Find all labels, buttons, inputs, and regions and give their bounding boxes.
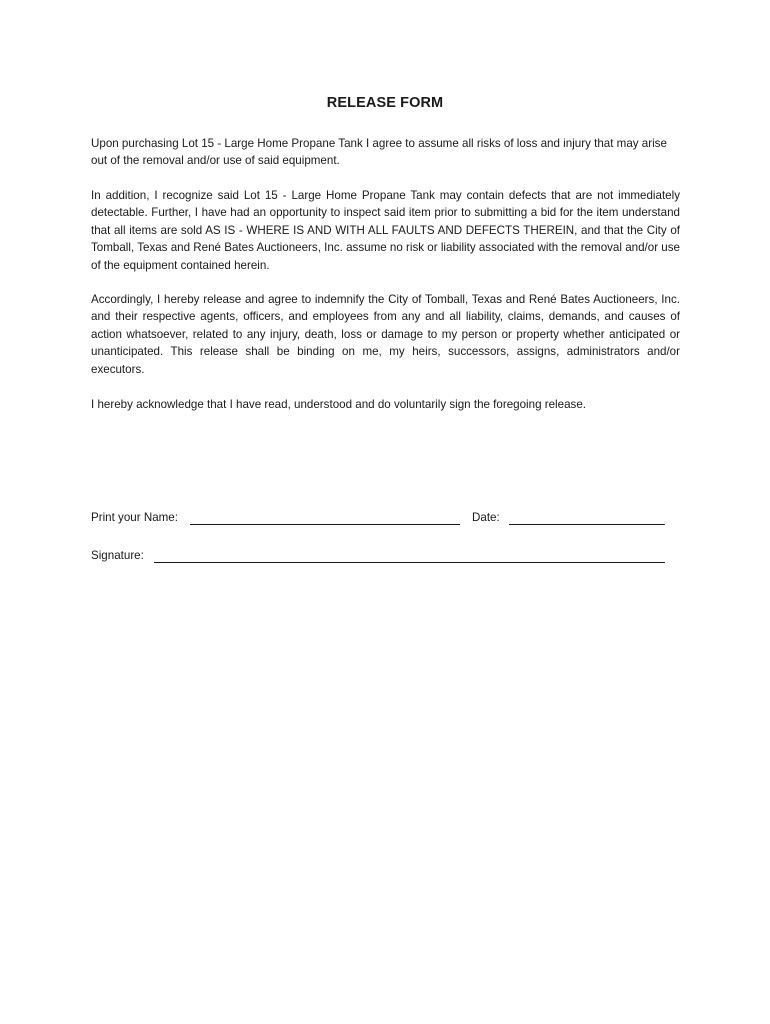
date-field[interactable] xyxy=(509,510,665,525)
paragraph-assumption-of-risk: Upon purchasing Lot 15 - Large Home Propane Tank I agree to assume all risks of loss and injury that may arise out of the removal and/or use of said equipment. xyxy=(91,137,667,168)
signature-label: Signature: xyxy=(91,549,144,562)
signature-field[interactable] xyxy=(154,548,665,563)
paragraph-release-indemnify: Accordingly, I hereby release and agree to indemnify the City of Tomball, Texas and René Bates Auctioneers, Inc. and their respective agents, officers, and employees from any and all liability, claims, demands, and causes of action whatsoever, related to any injury, death, loss or damage to my person or property whether anticipated or unanticipated. This release shall be binding on me, my heirs, successors, assigns, administrators and/or executors. xyxy=(91,293,680,376)
page-title: RELEASE FORM xyxy=(326,95,444,111)
print-name-field[interactable] xyxy=(190,510,460,525)
paragraph-defects-as-is: In addition, I recognize said Lot 15 - Large Home Propane Tank may contain defects that are not immediately detectable. Further, I have had an opportunity to inspect said item prior to submitting a bid for the item understand that all items are sold AS IS - WHERE IS AND WITH ALL FAULTS AND DEFECTS THEREIN, and that the City of Tomball, Texas and René Bates Auctioneers, Inc. assume no risk or liability associated with the removal and/or use of the equipment contained herein. xyxy=(91,189,680,272)
date-label: Date: xyxy=(472,511,500,524)
name-date-row xyxy=(91,509,691,529)
signature-row xyxy=(91,547,691,567)
print-name-label: Print your Name: xyxy=(91,511,178,524)
paragraph-acknowledgement: I hereby acknowledge that I have read, understood and do voluntarily sign the foregoing release. xyxy=(91,398,586,411)
